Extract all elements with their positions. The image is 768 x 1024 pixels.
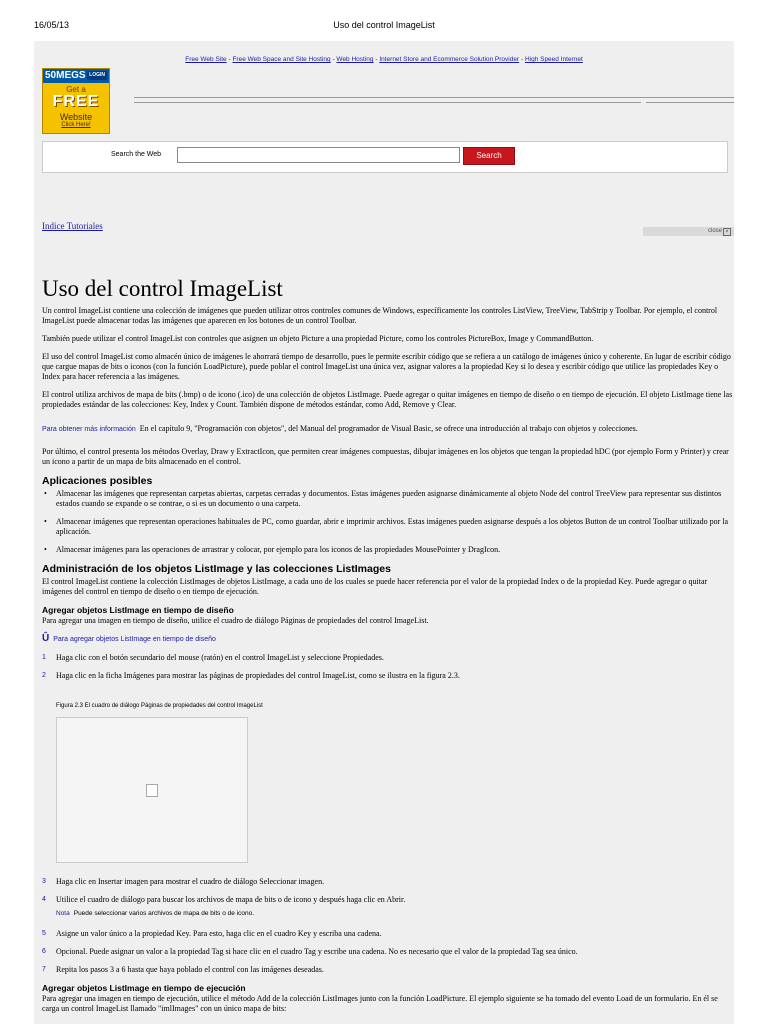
close-bar: [643, 227, 734, 236]
step-number: 2: [42, 672, 46, 679]
close-label[interactable]: close: [707, 228, 722, 234]
list-item: • Almacenar imágenes que representan operaciones habituales de PC, como guardar, abrir e imprimir archivos. Estas imágenes pueden asignarse después a los objetos Button de un control Toolbar utilizado por la aplicación.: [42, 517, 734, 537]
close-icon[interactable]: ×: [723, 228, 731, 236]
top-link[interactable]: Free Web Space and Site Hosting: [232, 56, 331, 63]
paragraph: El uso del control ImageList como almacén único de imágenes le ahorrará tiempo de desarrollo, pues le permite escribir código que se refiera a un catálogo de imágenes único y coherente. En lugar de escribir código que cargue mapas de bits o iconos (con la función LoadPicture), puede poblar el control ImageList una única vez, asignar valores a la propiedad Key si lo desea y escribir código que utilice las propiedades Key o Index para hacer referencia a las imágenes.: [42, 352, 731, 381]
banner-brand-bar: [43, 69, 109, 83]
note: [56, 909, 734, 919]
step-item: [42, 965, 734, 975]
step-number: 5: [42, 930, 46, 937]
free-website-banner[interactable]: [42, 68, 110, 134]
section-heading: Aplicaciones posibles: [42, 475, 153, 487]
print-date: 16/05/13: [34, 20, 70, 30]
more-info-text: En el capítulo 9, "Programación con objetos", del Manual del programador de Visual Basic, se ofrece una introducción al trabajo con objetos y colecciones.: [139, 424, 638, 433]
apps-list: [42, 489, 734, 555]
step-number: 7: [42, 966, 46, 973]
search-input[interactable]: [177, 147, 460, 163]
step-number: 3: [42, 878, 46, 885]
banner-brand: 50MEGS: [45, 70, 86, 81]
subsection-heading: Agregar objetos ListImage en tiempo de ejecución: [42, 983, 246, 993]
step-text: Haga clic en Insertar imagen para mostrar el cuadro de diálogo Seleccionar imagen.: [56, 877, 325, 886]
banner-line: Website: [59, 112, 93, 122]
page-frame: [34, 41, 734, 1024]
section-heading: Administración de los objetos ListImage y las colecciones ListImages: [42, 563, 391, 575]
paragraph: El control utiliza archivos de mapa de bits (.bmp) o de icono (.ico) de una colección de objetos ListImage. Puede agregar o quitar imágenes en tiempo de diseño o en tiempo de ejecución. El objeto ListImage tiene las propiedades estándar de las colecciones: Key, Index y Count. También dispone de métodos estándar, como Add, Remove y Clear.: [42, 390, 733, 409]
more-info-label[interactable]: Para obtener más información: [42, 426, 136, 433]
paragraph: Para agregar una imagen en tiempo de ejecución, utilice el método Add de la colección ListImages junto con la función LoadPicture. El ejemplo siguiente se ha tomado del evento Load de un formulario. En él se carga un control ImageList llamado "imlImages" con un único mapa de bits:: [42, 994, 718, 1013]
search-label: Search the Web: [111, 151, 162, 158]
step-number: 4: [42, 896, 46, 903]
banner-free: FREE: [52, 93, 100, 110]
banner-line: Get a: [66, 85, 86, 94]
step-item: [42, 895, 734, 905]
step-text: Repita los pasos 3 a 6 hasta que haya poblado el control con las imágenes deseadas.: [56, 965, 324, 974]
procedure-icon: Û: [42, 633, 50, 644]
step-item: [42, 929, 734, 939]
paragraph: Un control ImageList contiene una colección de imágenes que pueden utilizar otros controles comunes de Windows, específicamente los controles ListView, TreeView, TabStrip y Toolbar. Por ejemplo, el control ImageList puede almacenar todas las imágenes que aparecen en los botones de un control Toolbar.: [42, 306, 718, 325]
list-item: • Almacenar las imágenes que representan carpetas abiertas, carpetas cerradas y documentos. Estas imágenes pueden asignarse dinámicamente al objeto Node del control TreeView para representar sus distintos estados cuando se expande o se contrae, o si es un documento o una carpeta.: [42, 489, 734, 509]
figure-caption: Figura 2.3 El cuadro de diálogo Páginas de propiedades del control ImageList: [56, 703, 263, 709]
top-link[interactable]: High Speed Internet: [524, 56, 583, 63]
note-text: Puede seleccionar varios archivos de mapa de bits o de icono.: [73, 910, 255, 917]
page-title: Uso del control ImageList: [42, 276, 283, 301]
step-text: Opcional. Puede asignar un valor a la propiedad Tag si hace clic en el cuadro Tag y escribe una cadena. No es necesario que el valor de la propiedad Tag sea único.: [56, 947, 578, 956]
paragraph: También puede utilizar el control ImageList con controles que asignen un objeto Picture a una propiedad Picture, como los controles PictureBox, Image y CommandButton.: [42, 334, 594, 343]
step-text: Utilice el cuadro de diálogo para buscar los archivos de mapa de bits o de icono y después haga clic en Abrir.: [56, 895, 406, 904]
divider: [134, 102, 641, 103]
paragraph: El control ImageList contiene la colección ListImages de objetos ListImage, a cada uno de los cuales se puede hacer referencia por el valor de la propiedad Index o de la propiedad Key. Puede agregar o quitar imágenes del control en tiempo de diseño o en tiempo de ejecución.: [42, 577, 708, 596]
step-text: Haga clic en la ficha Imágenes para mostrar las páginas de propiedades del control ImageList, como se ilustra en la figura 2.3.: [56, 671, 460, 680]
banner-login[interactable]: LOGIN: [89, 72, 105, 78]
step-item: [42, 947, 734, 957]
search-button[interactable]: Search: [463, 147, 515, 165]
divider: [134, 97, 734, 98]
top-link[interactable]: Free Web Site: [185, 56, 227, 63]
top-links: Free Web Site - Free Web Space and Site Hosting - Web Hosting - Internet Store and Ecommerce Solution Provider - High Speed Internet: [185, 56, 583, 63]
banner-click-here[interactable]: Click Here!: [61, 122, 91, 128]
step-text: Asigne un valor único a la propiedad Key. Para esto, haga clic en el cuadro Key y escriba una cadena.: [56, 929, 382, 938]
procedure-link[interactable]: [42, 634, 734, 645]
step-item: [42, 671, 734, 681]
step-number: 1: [42, 654, 46, 661]
top-link[interactable]: Web Hosting: [336, 56, 374, 63]
top-link[interactable]: Internet Store and Ecommerce Solution Provider: [379, 56, 520, 63]
paragraph: Por último, el control presenta los métodos Overlay, Draw y ExtractIcon, que permiten crear imágenes compuestas, dibujar imágenes en los objetos que tengan la propiedad hDC (por ejemplo Form y Printer) y crear un icono a partir de un mapa de bits almacenado en el control.: [42, 447, 729, 466]
list-item: • Almacenar imágenes para las operaciones de arrastrar y colocar, por ejemplo para los iconos de las propiedades MousePointer y DragIcon.: [42, 545, 734, 555]
subsection-heading: Agregar objetos ListImage en tiempo de diseño: [42, 605, 234, 615]
divider: [646, 102, 734, 103]
more-info: [42, 424, 734, 435]
broken-image-icon: [146, 784, 158, 797]
step-item: [42, 877, 734, 887]
step-item: [42, 653, 734, 663]
procedure-label: Para agregar objetos ListImage en tiempo de diseño: [53, 636, 216, 643]
figure-image: [56, 717, 248, 863]
step-number: 6: [42, 948, 46, 955]
note-label: Nota: [56, 910, 70, 917]
step-text: Haga clic con el botón secundario del mouse (ratón) en el control ImageList y seleccione Propiedades.: [56, 653, 384, 662]
print-title: Uso del control ImageList: [333, 20, 435, 30]
paragraph: Para agregar una imagen en tiempo de diseño, utilice el cuadro de diálogo Páginas de propiedades del control ImageList.: [42, 616, 429, 625]
print-header: [0, 0, 768, 34]
web-search-bar: [42, 141, 728, 173]
article: [42, 275, 734, 1022]
indice-tutoriales-link[interactable]: Indice Tutoriales: [42, 221, 103, 231]
